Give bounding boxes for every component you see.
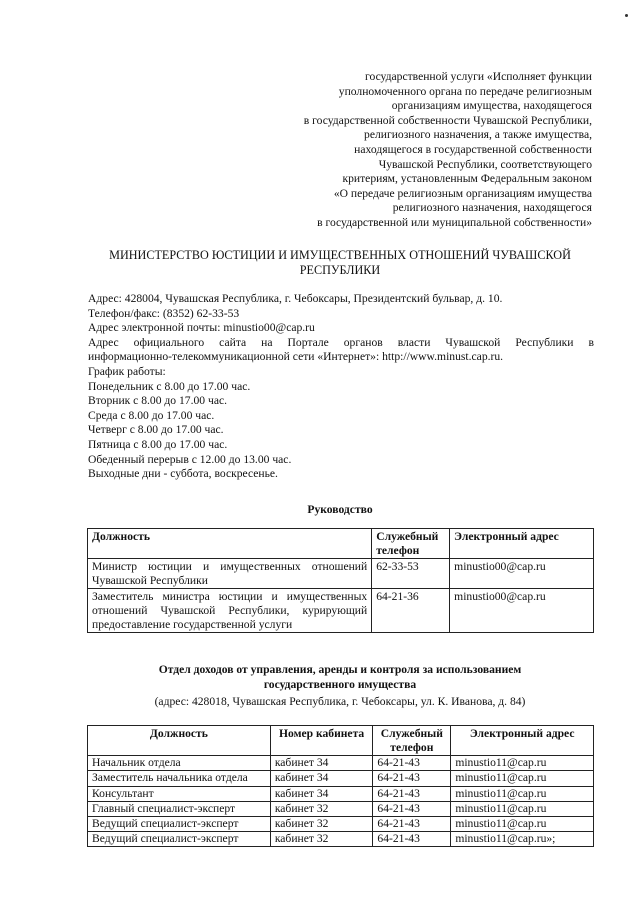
phone-cell: 64-21-43 bbox=[373, 786, 451, 801]
table-row bbox=[88, 832, 594, 847]
ministry-heading-line: МИНИСТЕРСТВО ЮСТИЦИИ И ИМУЩЕСТВЕННЫХ ОТНОШЕНИЙ ЧУВАШСКОЙ bbox=[109, 248, 571, 262]
column-header: Номер кабинета bbox=[270, 726, 373, 756]
phone-cell: 64-21-43 bbox=[373, 771, 451, 786]
position-cell: Заместитель министра юстиции и имущественных отношений Чувашской Республики, курирующий предоставление государственной услуги bbox=[88, 589, 372, 633]
phone-cell: 64-21-43 bbox=[373, 817, 451, 832]
schedule-item: Вторник с 8.00 до 17.00 час. bbox=[88, 394, 228, 408]
table-row bbox=[88, 559, 594, 589]
email-cell: minustio11@cap.ru bbox=[451, 771, 594, 786]
email-cell: minustio11@cap.ru»; bbox=[451, 832, 594, 847]
schedule-item: Выходные дни - суббота, воскресенье. bbox=[88, 467, 278, 481]
ministry-contact-info bbox=[88, 292, 594, 482]
phone-cell: 64-21-43 bbox=[373, 756, 451, 771]
email-cell: minustio00@cap.ru bbox=[450, 589, 594, 633]
schedule-item: Среда с 8.00 до 17.00 час. bbox=[88, 408, 215, 422]
schedule-title: График работы: bbox=[88, 364, 166, 378]
header-note-line: Чувашской Республики, соответствующего bbox=[378, 157, 592, 171]
department-table bbox=[87, 725, 594, 847]
position-cell: Ведущий специалист-эксперт bbox=[88, 817, 271, 832]
office-cell: кабинет 34 bbox=[270, 756, 373, 771]
position-cell: Главный специалист-эксперт bbox=[88, 801, 271, 816]
leadership-table bbox=[87, 528, 594, 633]
email-line: Адрес электронной почты: minustio00@cap.ru bbox=[88, 321, 315, 335]
office-cell: кабинет 34 bbox=[270, 771, 373, 786]
department-title-line: государственного имущества bbox=[263, 677, 417, 691]
header-note-line: «О передаче религиозным организациям имущества bbox=[333, 186, 592, 200]
schedule-item: Четверг с 8.00 до 17.00 час. bbox=[88, 423, 224, 437]
website-line: информационно-телекоммуникационной сети «Интернет»: http://www.minust.cap.ru. bbox=[88, 350, 504, 364]
email-cell: minustio11@cap.ru bbox=[451, 756, 594, 771]
email-cell: minustio11@cap.ru bbox=[451, 786, 594, 801]
schedule-item: Обеденный перерыв с 12.00 до 13.00 час. bbox=[88, 452, 292, 466]
column-header: Служебный телефон bbox=[372, 529, 450, 559]
header-note-line: критериям, установленным Федеральным законом bbox=[342, 172, 592, 186]
column-header: Должность bbox=[88, 726, 271, 756]
column-header: Должность bbox=[88, 529, 372, 559]
table-header-row bbox=[88, 529, 594, 559]
leadership-title: Руководство bbox=[307, 503, 373, 516]
table-row bbox=[88, 801, 594, 816]
table-row bbox=[88, 589, 594, 633]
phone-cell: 64-21-43 bbox=[373, 801, 451, 816]
email-cell: minustio11@cap.ru bbox=[451, 817, 594, 832]
office-cell: кабинет 34 bbox=[270, 786, 373, 801]
header-note-line: религиозного назначения, а также имущества, bbox=[364, 128, 592, 142]
header-note-line: религиозного назначения, находящегося bbox=[392, 201, 592, 215]
department-title bbox=[60, 663, 620, 692]
position-cell: Министр юстиции и имущественных отношений Чувашской Республики bbox=[88, 559, 372, 589]
position-cell: Заместитель начальника отдела bbox=[88, 771, 271, 786]
table-header-row bbox=[88, 726, 594, 756]
header-note-line: уполномоченного органа по передаче религиозным bbox=[338, 84, 592, 98]
email-cell: minustio00@cap.ru bbox=[450, 559, 594, 589]
column-header: Электронный адрес bbox=[451, 726, 594, 756]
phone-cell: 64-21-36 bbox=[372, 589, 450, 633]
header-note-line: в государственной или муниципальной собственности» bbox=[317, 215, 592, 229]
office-cell: кабинет 32 bbox=[270, 801, 373, 816]
header-note-line: государственной услуги «Исполняет функции bbox=[365, 70, 592, 83]
scan-speck bbox=[625, 14, 628, 17]
table-row bbox=[88, 771, 594, 786]
table-row bbox=[88, 817, 594, 832]
phone-cell: 62-33-53 bbox=[372, 559, 450, 589]
table-row bbox=[88, 756, 594, 771]
appendix-header-note bbox=[240, 70, 592, 231]
header-note-line: организациям имущества, находящегося bbox=[391, 99, 592, 113]
office-cell: кабинет 32 bbox=[270, 817, 373, 832]
address-line: Адрес: 428004, Чувашская Республика, г. Чебоксары, Президентский бульвар, д. 10. bbox=[88, 292, 503, 305]
position-cell: Начальник отдела bbox=[88, 756, 271, 771]
email-cell: minustio11@cap.ru bbox=[451, 801, 594, 816]
ministry-heading-line: РЕСПУБЛИКИ bbox=[299, 263, 381, 277]
header-note-line: в государственной собственности Чувашской Республики, bbox=[303, 113, 592, 127]
column-header: Служебный телефон bbox=[373, 726, 451, 756]
position-cell: Консультант bbox=[88, 786, 271, 801]
column-header: Электронный адрес bbox=[450, 529, 594, 559]
header-note-line: находящегося в государственной собственности bbox=[354, 142, 592, 156]
position-cell: Ведущий специалист-эксперт bbox=[88, 832, 271, 847]
department-address: (адрес: 428018, Чувашская Республика, г. Чебоксары, ул. К. Иванова, д. 84) bbox=[154, 695, 526, 708]
office-cell: кабинет 32 bbox=[270, 832, 373, 847]
ministry-heading bbox=[60, 248, 620, 278]
table-row bbox=[88, 786, 594, 801]
schedule-item: Пятница с 8.00 до 17.00 час. bbox=[88, 437, 228, 451]
phone-line: Телефон/факс: (8352) 62-33-53 bbox=[88, 306, 240, 320]
website-line: Адрес официального сайта на Портале органов власти Чувашской Республики в bbox=[88, 335, 594, 349]
department-title-line: Отдел доходов от управления, аренды и контроля за использованием bbox=[158, 663, 522, 676]
phone-cell: 64-21-43 bbox=[373, 832, 451, 847]
schedule-item: Понедельник с 8.00 до 17.00 час. bbox=[88, 379, 251, 393]
